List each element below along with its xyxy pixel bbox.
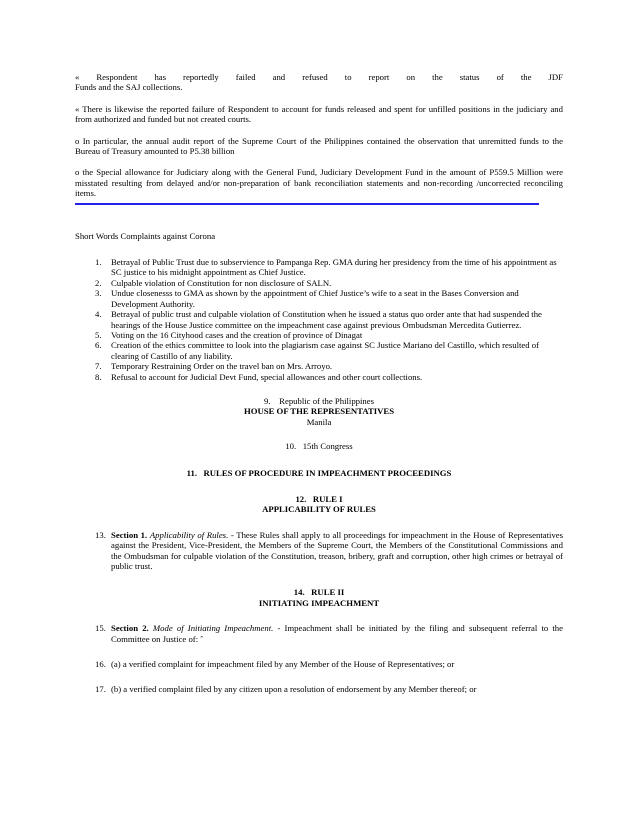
blue-divider <box>75 203 539 205</box>
list-item-text: Temporary Restraining Order on the travel ban on Mrs. Arroyo. <box>111 361 333 372</box>
list-item <box>75 288 563 309</box>
list-item-text: Betrayal of public trust and culpable violation of Constitution when he issued a status quo order ante that had suspended the hearings of the House Justice committee on the impeachment case against previous Ombudsman Mercedita Gutierrez. <box>111 309 542 330</box>
intro-paragraph-1-line-2: Funds and the SAJ collections. <box>75 82 183 93</box>
congress-line: 10. 15th Congress <box>285 441 353 452</box>
item-16 <box>75 659 563 669</box>
intro-paragraph-1-line-1: « Respondent has reportedly failed and refused to report on the status of the JDF <box>75 72 563 82</box>
list-item <box>75 361 563 371</box>
house-title: HOUSE OF THE REPRESENTATIVES <box>243 406 395 417</box>
list-item-number: 1. <box>95 257 102 268</box>
intro-paragraph-1 <box>75 72 563 93</box>
section-1 <box>75 530 563 572</box>
intro-paragraph-2: « There is likewise the reported failure of Respondent to account for funds released and spent for unfilled positions in the judiciary and from authorized and funded but not created courts. <box>75 103 563 125</box>
list-item <box>75 340 563 361</box>
list-item-text: Voting on the 16 Cityhood cases and the creation of province of Dinagat <box>111 329 363 340</box>
republic-line: 9. Republic of the Philippines <box>263 395 375 406</box>
complaints-list <box>75 257 563 382</box>
item-number: 16. <box>95 659 106 670</box>
item-17 <box>75 684 563 694</box>
section-1-heading: Applicability of Rules. <box>149 529 229 540</box>
complaints-title: Short Words Complaints against Corona <box>75 230 216 241</box>
rule-1-heading <box>75 494 563 515</box>
list-item-text: Creation of the ethics committee to look into the plagiarism case against SC Justice Mariano del Castillo, which resulted of clearing of Castillo of any liability. <box>111 340 540 361</box>
manila-line: Manila <box>306 416 332 427</box>
rule-1-title: APPLICABILITY OF RULES <box>262 504 376 515</box>
section-1-label: Section 1. <box>111 529 148 540</box>
list-item-number: 2. <box>95 277 102 288</box>
list-item-number: 8. <box>95 371 102 382</box>
list-item-text: Betrayal of Public Trust due to subservience to Pampanga Rep. GMA during her presidency from the time of his appointment as SC justice to his midnight appointment as Chief Justice. <box>111 257 557 278</box>
rule-1-number: 12. RULE I <box>295 493 343 504</box>
intro-paragraph-4: o the Special allowance for Judiciary along with the General Fund, Judiciary Development Fund in the amount of P559.5 Million were misstated resulting from delayed and/or non-preparation of bank reconciliation statements and non-recording /uncorrected reconciling items. <box>75 167 563 199</box>
list-item <box>75 257 563 278</box>
list-item-number: 5. <box>95 329 102 340</box>
list-item-number: 3. <box>95 288 102 299</box>
list-item-text: Culpable violation of Constitution for non disclosure of SALN. <box>111 277 332 288</box>
list-item <box>75 309 563 330</box>
list-item <box>75 278 563 288</box>
rule-2-number: 14. RULE II <box>293 587 345 598</box>
list-item-number: 6. <box>95 340 102 351</box>
item-number: 17. <box>95 684 106 695</box>
list-item <box>75 372 563 382</box>
item-number: 13. <box>95 529 106 540</box>
item-17-text: (b) a verified complaint filed by any citizen upon a resolution of endorsement by any Member thereof; or <box>111 684 477 695</box>
section-2-text: - Impeachment shall be initiated by the filing and subsequent referral to the Committee on Justice of: ˆ <box>111 623 564 644</box>
section-1-text: - These Rules shall apply to all proceedings for impeachment in the House of Representatives against the President, Vice-President, the Members of the Supreme Court, the Members of the Constitutional Commissions and the Ombudsman for culpable violation of the Constitution, treason, bribery, graft and corruption, other high crimes or betrayal of public trust. <box>111 529 564 571</box>
list-item-text: Undue closenesss to GMA as shown by the appointment of Chief Justice’s wife to a seat in the Bases Conversion and Development Authority. <box>111 288 519 309</box>
section-2-label: Section 2. <box>111 623 149 634</box>
republic-block <box>75 396 563 427</box>
rule-2-title: INITIATING IMPEACHMENT <box>258 597 380 608</box>
page-content <box>75 72 563 695</box>
section-2 <box>75 623 563 644</box>
rules-heading: 11. RULES OF PROCEDURE IN IMPEACHMENT PROCEEDINGS <box>186 467 452 478</box>
item-number: 15. <box>95 623 106 634</box>
list-item-text: Refusal to account for Judicial Devt Fund, special allowances and other court collections. <box>111 371 423 382</box>
list-item <box>75 330 563 340</box>
rule-2-heading <box>75 587 563 608</box>
item-16-text: (a) a verified complaint for impeachment filed by any Member of the House of Representatives; or <box>111 659 455 670</box>
list-item-number: 7. <box>95 361 102 372</box>
intro-paragraph-3: o In particular, the annual audit report of the Supreme Court of the Philippines contained the observation that unremitted funds to the Bureau of Treasury amounted to P5.38 billion <box>75 135 563 157</box>
list-item-number: 4. <box>95 309 102 320</box>
section-2-heading: Mode of Initiating Impeachment. <box>152 623 274 634</box>
